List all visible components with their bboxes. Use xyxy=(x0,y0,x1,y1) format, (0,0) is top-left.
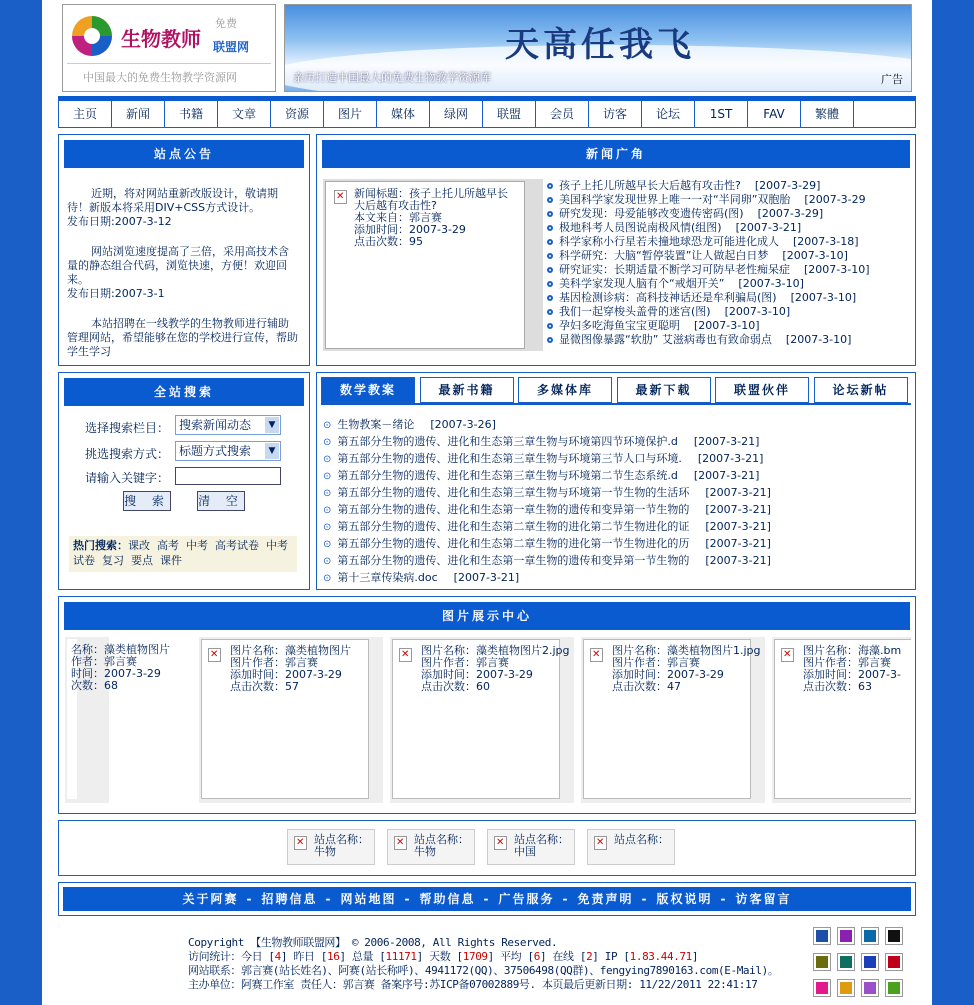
hot-search-link[interactable]: 中考试卷 xyxy=(73,539,288,567)
resource-list-item[interactable] xyxy=(323,451,913,468)
resource-title[interactable]: 第五部分生物的遗传、进化和生态第三章生物与环境第二节生态系统.d xyxy=(337,469,678,482)
gallery-card[interactable] xyxy=(65,637,170,803)
gallery-card-l1: 图片名称：藻类植物图片1.jpg xyxy=(612,644,761,657)
resource-list-item[interactable] xyxy=(323,417,913,434)
resource-list-item[interactable] xyxy=(323,536,913,553)
gallery-card-l2: 图片作者：郭言赛 xyxy=(230,656,318,669)
gallery-card-l2: 图片作者：郭言赛 xyxy=(421,656,509,669)
color-swatch[interactable] xyxy=(888,930,900,942)
nav-item[interactable]: 书籍 xyxy=(165,101,218,127)
list-bullet-icon: ⊙ xyxy=(323,420,332,431)
bullet-icon xyxy=(547,337,553,343)
footer-link[interactable]: 招聘信息 xyxy=(261,892,318,906)
nav-item[interactable]: 访客 xyxy=(589,101,642,127)
copyright-text: Copyright 【生物教师联盟网】 © 2006-2008, All Rights Reserved. xyxy=(188,936,558,949)
gallery-card-l1: 图片名称：藻类植物图片2.jpg xyxy=(421,644,570,657)
logo-slogan: 中国最大的免费生物教学资源网 xyxy=(83,71,237,84)
gallery-card-body xyxy=(583,639,761,799)
resource-date: [2007-3-21] xyxy=(693,435,760,448)
news-date: [2007-3-10] xyxy=(785,333,852,346)
chevron-down-icon: ▼ xyxy=(265,443,279,459)
news-list-item[interactable] xyxy=(547,319,911,333)
footer-link[interactable]: 广告服务 xyxy=(498,892,555,906)
friend-link[interactable] xyxy=(487,829,575,865)
footer-separator: - xyxy=(404,892,412,906)
gallery-card-l3: 添加时间：2007-3-29 xyxy=(612,668,724,681)
footer-separator: - xyxy=(325,892,333,906)
search-keyword-input[interactable] xyxy=(175,467,281,485)
news-date: [2007-3-10] xyxy=(738,277,804,290)
news-date: [2007-3-18] xyxy=(793,235,859,248)
notice-item: 近期，将对网站重新改版设计，敬请期待！新版本将采用DIV+CSS方式设计。 xyxy=(67,187,278,214)
nav-item[interactable]: FAV xyxy=(748,101,801,127)
hot-search-link[interactable]: 课改 xyxy=(128,539,150,552)
friend-link-label: 站点名称：牛物 xyxy=(414,833,469,858)
bullet-icon xyxy=(547,323,553,329)
footer-separator: - xyxy=(641,892,649,906)
friend-link[interactable] xyxy=(287,829,375,865)
tab-1[interactable]: 最新书籍 xyxy=(420,377,514,403)
footer-link[interactable]: 网站地图 xyxy=(340,892,397,906)
news-title[interactable]: 科学家称小行星若未撞地球恐龙可能进化成人 xyxy=(559,235,779,248)
tab-underline xyxy=(321,403,911,405)
gallery-card-l1: 图片名称：海藻.bm xyxy=(803,644,902,657)
logo-free: 免费 xyxy=(215,17,237,30)
broken-image-icon xyxy=(594,836,607,850)
nav-item[interactable]: 文章 xyxy=(218,101,271,127)
news-list-item[interactable] xyxy=(547,333,911,347)
visit-stats: 访问统计：今日 [4] 昨日 [16] 总量 [11171] 天数 [1709] 平均 [6] 在线 [2] IP [1.83.44.71] xyxy=(188,950,699,963)
resource-list-item[interactable] xyxy=(323,519,913,536)
gallery-card-l4: 点击次数：63 xyxy=(803,680,872,693)
color-swatch[interactable] xyxy=(888,982,900,994)
color-swatch[interactable] xyxy=(816,930,828,942)
stat-today: 4 xyxy=(274,950,281,963)
news-list xyxy=(547,179,911,347)
gallery-card-l2: 图片作者：郭言赛 xyxy=(803,656,891,669)
color-swatch[interactable] xyxy=(840,930,852,942)
resource-title[interactable]: 第五部分生物的遗传、进化和生态第三章生物与环境第四节环境保护.d xyxy=(337,435,678,448)
nav-item[interactable]: 会员 xyxy=(536,101,589,127)
gallery-card-l3: 添加时间：2007-3-29 xyxy=(230,668,342,681)
footer-separator: - xyxy=(483,892,491,906)
search-heading: 全站搜索 xyxy=(64,378,304,406)
clear-button[interactable]: 清 空 xyxy=(197,491,245,511)
nav-item[interactable]: 媒体 xyxy=(377,101,430,127)
search-column-label: 选择搜索栏目： xyxy=(85,421,170,435)
stat-total: 11171 xyxy=(385,950,417,963)
news-date: [2007-3-10] xyxy=(790,291,857,304)
hot-search-link[interactable]: 课件 xyxy=(160,554,182,567)
gallery-card-l4: 点击次数：47 xyxy=(612,680,681,693)
gallery-card-body xyxy=(392,639,570,799)
resource-title[interactable]: 第五部分生物的遗传、进化和生态第一章生物的遗传和变异第一节生物的 xyxy=(337,503,690,516)
contact-text: 网站联系：郭言赛(站长姓名)、阿赛(站长称呼)、4941172(QQ)、37506498(QQ群)、fengying7890163.com(E-Mail)。 xyxy=(188,964,779,977)
gallery-card[interactable] xyxy=(772,637,911,803)
stat-yesterday: 16 xyxy=(326,950,340,963)
resource-title[interactable]: 第五部分生物的遗传、进化和生态第二章生物的进化第二节生物进化的证 xyxy=(337,520,690,533)
search-column-select[interactable] xyxy=(175,415,281,435)
news-list-item[interactable] xyxy=(547,221,911,235)
friend-link-label: 站点名称：牛物 xyxy=(314,833,369,858)
list-bullet-icon: ⊙ xyxy=(323,539,332,550)
news-date: [2007-3-10] xyxy=(804,263,870,276)
banner-ad-label: 广告 xyxy=(881,73,903,86)
search-mode-select[interactable] xyxy=(175,441,281,461)
news-title[interactable]: 研究发现：母爱能够改变遗传密码(图) xyxy=(559,207,744,220)
footer-links xyxy=(63,887,911,911)
tab-4[interactable]: 联盟伙伴 xyxy=(715,377,809,403)
color-swatch[interactable] xyxy=(840,956,852,968)
gallery-card[interactable] xyxy=(390,637,574,803)
list-bullet-icon: ⊙ xyxy=(323,522,332,533)
news-date: [2007-3-29] xyxy=(757,207,824,220)
gallery-card-body xyxy=(201,639,369,799)
news-list-item[interactable] xyxy=(547,263,911,277)
banner-caption: 亲历打造中国最大的免费生物教学资源库 xyxy=(293,71,491,84)
stat-online: 2 xyxy=(586,950,593,963)
resource-title[interactable]: 第十三章传染病.doc xyxy=(337,571,438,584)
news-title[interactable]: 我们一起穿梭头盖骨的迷宫(图) xyxy=(559,305,711,318)
gallery-card[interactable] xyxy=(581,637,765,803)
footer-info xyxy=(188,936,808,992)
resource-list-item[interactable] xyxy=(323,502,913,519)
broken-image-icon xyxy=(294,836,307,850)
gallery-card-l3: 添加时间：2007-3- xyxy=(803,668,901,681)
stat-average: 6 xyxy=(533,950,540,963)
page-container xyxy=(42,0,932,1005)
color-swatch[interactable] xyxy=(864,982,876,994)
color-swatch[interactable] xyxy=(864,956,876,968)
nav-item[interactable]: 繁體 xyxy=(801,101,854,127)
resource-title[interactable]: 第五部分生物的遗传、进化和生态第三章生物与环境第一节生物的生活环 xyxy=(337,486,690,499)
host-text: 主办单位：阿赛工作室 责任人：郭言赛 备案序号:苏ICP备07002889号. 本页最后更新日期: 11/22/2011 22:41:17 xyxy=(188,978,758,991)
logo-divider xyxy=(67,63,271,64)
search-column-value: 搜索新闻动态 xyxy=(179,418,252,432)
resources-tab-panel xyxy=(316,372,916,590)
bullet-icon xyxy=(547,211,553,217)
bullet-icon xyxy=(547,281,553,287)
hot-search-label: 热门搜索： xyxy=(73,539,128,552)
main-nav xyxy=(58,96,916,128)
gallery-card-l3: 添加时间：2007-3-29 xyxy=(421,668,533,681)
news-title[interactable]: 科学研究：大脑“暂停装置”让人做起白日梦 xyxy=(559,249,769,262)
friend-links-panel xyxy=(58,820,916,876)
notice-item: 网站浏览速度提高了三倍，采用高技术含量的静态组合代码，浏览快速，方便！欢迎回来。 xyxy=(67,245,289,286)
list-bullet-icon: ⊙ xyxy=(323,488,332,499)
logo-title: 生物教师 xyxy=(121,27,201,51)
news-title[interactable]: 孩子上托儿所越早长大后越有攻击性? xyxy=(559,179,741,192)
broken-image-icon xyxy=(590,648,603,662)
footer-separator: - xyxy=(562,892,570,906)
featured-news-card[interactable] xyxy=(323,179,543,351)
nav-item[interactable]: 新闻 xyxy=(112,101,165,127)
broken-image-icon xyxy=(781,648,794,662)
tab-5[interactable]: 论坛新帖 xyxy=(814,377,908,403)
resource-date: [2007-3-21] xyxy=(705,503,771,516)
gallery-card-body: 名称：藻类植物图片 作者：郭言赛 时间：2007-3-29 次数：68 xyxy=(67,639,77,799)
news-title[interactable]: 孕妇多吃海鱼宝宝更聪明 xyxy=(559,319,680,332)
friend-link-label: 站点名称： xyxy=(614,833,669,846)
bullet-icon xyxy=(547,253,553,259)
news-list-item[interactable] xyxy=(547,193,911,207)
bullet-icon xyxy=(547,239,553,245)
list-bullet-icon: ⊙ xyxy=(323,505,332,516)
resource-date: [2007-3-21] xyxy=(705,486,771,499)
friend-link[interactable] xyxy=(587,829,675,865)
news-title[interactable]: 极地科考人员图说南极风情(组图) xyxy=(559,221,722,234)
banner-headline: 天高任我飞 xyxy=(505,25,695,65)
notice-date: 发布日期:2007-3-12 xyxy=(67,215,172,228)
resource-title[interactable]: 第五部分生物的遗传、进化和生态第二章生物的进化第一节生物进化的历 xyxy=(337,537,690,550)
bullet-icon xyxy=(547,197,553,203)
color-swatch[interactable] xyxy=(888,956,900,968)
resource-date: [2007-3-21] xyxy=(453,571,520,584)
nav-item[interactable]: 1ST xyxy=(695,101,748,127)
broken-image-icon xyxy=(494,836,507,850)
footer-nav-panel xyxy=(58,882,916,916)
news-panel xyxy=(316,134,916,366)
stat-ip: 1.83.44.71 xyxy=(629,950,692,963)
chevron-down-icon: ▼ xyxy=(265,417,279,433)
color-swatch[interactable] xyxy=(816,982,828,994)
resource-title[interactable]: 第五部分生物的遗传、进化和生态第三章生物与环境第三节人口与环境. xyxy=(337,452,682,465)
logo-swirl-icon xyxy=(67,11,117,61)
resource-date: [2007-3-21] xyxy=(705,554,771,567)
nav-item[interactable]: 联盟 xyxy=(483,101,536,127)
news-title[interactable]: 美国科学家发现世界上唯一一对“半同卵”双胞胎 xyxy=(559,193,791,206)
search-button[interactable]: 搜 索 xyxy=(123,491,171,511)
bullet-icon xyxy=(547,295,553,301)
list-bullet-icon: ⊙ xyxy=(323,556,332,567)
featured-news-time: 添加时间：2007-3-29 xyxy=(354,223,466,236)
featured-news-hits: 点击次数：95 xyxy=(354,235,423,248)
footer-link[interactable]: 版权说明 xyxy=(656,892,713,906)
hot-search-link[interactable]: 复习 xyxy=(102,554,124,567)
logo-union: 联盟网 xyxy=(213,40,250,54)
resource-title[interactable]: 第五部分生物的遗传、进化和生态第一章生物的遗传和变异第一节生物的 xyxy=(337,554,690,567)
featured-news-author: 本文来自：郭言赛 xyxy=(354,211,442,224)
footer-link[interactable]: 访客留言 xyxy=(735,892,792,906)
resource-date: [2007-3-21] xyxy=(705,520,771,533)
news-list-item[interactable] xyxy=(547,179,911,193)
news-list-item[interactable] xyxy=(547,249,911,263)
news-date: [2007-3-10] xyxy=(782,249,848,262)
notice-heading: 站点公告 xyxy=(64,140,304,168)
bullet-icon xyxy=(547,183,553,189)
style-swatches xyxy=(816,930,906,1000)
tab-2[interactable]: 多媒体库 xyxy=(518,377,612,403)
gallery-track xyxy=(65,597,911,813)
broken-image-icon xyxy=(399,648,412,662)
nav-item[interactable]: 绿网 xyxy=(430,101,483,127)
notice-scroll xyxy=(67,187,299,357)
hot-search-box xyxy=(69,536,297,572)
news-title[interactable]: 研究证实：长期适量不断学习可防早老性痴呆症 xyxy=(559,263,790,276)
gallery-card-l1: 图片名称：藻类植物图片 xyxy=(230,644,351,657)
search-mode-label: 挑选搜索方式： xyxy=(85,447,170,461)
hot-search-link[interactable]: 要点 xyxy=(131,554,153,567)
hot-search-link[interactable]: 高考 xyxy=(157,539,179,552)
news-date: [2007-3-10] xyxy=(694,319,760,332)
nav-item[interactable]: 资源 xyxy=(271,101,324,127)
stat-days: 1709 xyxy=(462,950,488,963)
friend-link-label: 站点名称：中国 xyxy=(514,833,569,858)
search-mode-value: 标题方式搜索 xyxy=(179,444,252,458)
notice-item: 本站招聘在一线教学的生物教师进行辅助管理网站，希望能够在您的学校进行宣传，帮助学生学习 xyxy=(67,317,298,357)
news-list-item[interactable] xyxy=(547,207,911,221)
nav-item[interactable]: 主页 xyxy=(59,101,112,127)
resource-list-item[interactable] xyxy=(323,434,913,451)
bullet-icon xyxy=(547,225,553,231)
search-panel xyxy=(58,372,310,590)
footer-link[interactable]: 关于阿赛 xyxy=(182,892,239,906)
top-banner[interactable] xyxy=(284,4,912,92)
resource-list-item[interactable] xyxy=(323,485,913,502)
resource-date: [2007-3-21] xyxy=(705,537,771,550)
broken-image-icon xyxy=(208,648,221,662)
footer-separator: - xyxy=(720,892,728,906)
news-heading: 新闻广角 xyxy=(322,140,910,168)
resource-list-item[interactable] xyxy=(323,468,913,485)
gallery-heading: 图片展示中心 xyxy=(64,602,910,630)
broken-image-icon xyxy=(334,190,347,204)
tab-content-list xyxy=(323,417,913,587)
resource-date: [2007-3-21] xyxy=(693,469,760,482)
news-title[interactable]: 基因检测诊病：高科技神话还是牟利骗局(图) xyxy=(559,291,777,304)
gallery-panel xyxy=(58,596,916,814)
resource-title[interactable]: 生物教案－绪论 xyxy=(337,418,415,431)
bullet-icon xyxy=(547,267,553,273)
footer-separator: - xyxy=(246,892,254,906)
color-swatch[interactable] xyxy=(840,982,852,994)
bullet-icon xyxy=(547,309,553,315)
news-title[interactable]: 显微图像暴露“软肋” 艾滋病毒也有致命弱点 xyxy=(559,333,772,346)
news-list-item[interactable] xyxy=(547,277,911,291)
notice-date: 发布日期:2007-3-1 xyxy=(67,287,165,300)
resource-list-item[interactable] xyxy=(323,570,913,587)
tab-3[interactable]: 最新下载 xyxy=(617,377,711,403)
broken-image-icon xyxy=(394,836,407,850)
color-swatch[interactable] xyxy=(816,956,828,968)
friend-link[interactable] xyxy=(387,829,475,865)
list-bullet-icon: ⊙ xyxy=(323,437,332,448)
news-date: [2007-3-21] xyxy=(735,221,802,234)
gallery-card[interactable] xyxy=(199,637,383,803)
gallery-card-body xyxy=(774,639,911,799)
hot-search-link[interactable]: 中考 xyxy=(186,539,208,552)
resource-date: [2007-3-26] xyxy=(430,418,496,431)
list-bullet-icon: ⊙ xyxy=(323,573,332,584)
resource-date: [2007-3-21] xyxy=(697,452,764,465)
list-bullet-icon: ⊙ xyxy=(323,454,332,465)
footer-link[interactable]: 免责声明 xyxy=(577,892,634,906)
news-date: [2007-3-10] xyxy=(724,305,791,318)
tab-0[interactable]: 数学教案 xyxy=(321,377,415,403)
footer-link[interactable]: 帮助信息 xyxy=(419,892,476,906)
gallery-card-l4: 点击次数：57 xyxy=(230,680,299,693)
nav-item[interactable]: 图片 xyxy=(324,101,377,127)
news-list-item[interactable] xyxy=(547,305,911,319)
gallery-card-l2: 图片作者：郭言赛 xyxy=(612,656,700,669)
news-list-item[interactable] xyxy=(547,235,911,249)
hot-search-link[interactable]: 高考试卷 xyxy=(215,539,259,552)
site-logo[interactable] xyxy=(62,4,276,92)
news-date: [2007-3-29 xyxy=(804,193,866,206)
resource-list-item[interactable] xyxy=(323,553,913,570)
color-swatch[interactable] xyxy=(864,930,876,942)
nav-item[interactable]: 论坛 xyxy=(642,101,695,127)
featured-news-title[interactable]: 新闻标题：孩子上托儿所越早长大后越有攻击性? xyxy=(354,187,508,212)
notice-panel xyxy=(58,134,310,366)
gallery-card-l4: 点击次数：60 xyxy=(421,680,490,693)
search-keyword-label: 请输入关键字： xyxy=(85,471,170,485)
news-date: [2007-3-29] xyxy=(754,179,821,192)
news-list-item[interactable] xyxy=(547,291,911,305)
news-title[interactable]: 美科学家发现人脑有个“戒烟开关” xyxy=(559,277,725,290)
list-bullet-icon: ⊙ xyxy=(323,471,332,482)
